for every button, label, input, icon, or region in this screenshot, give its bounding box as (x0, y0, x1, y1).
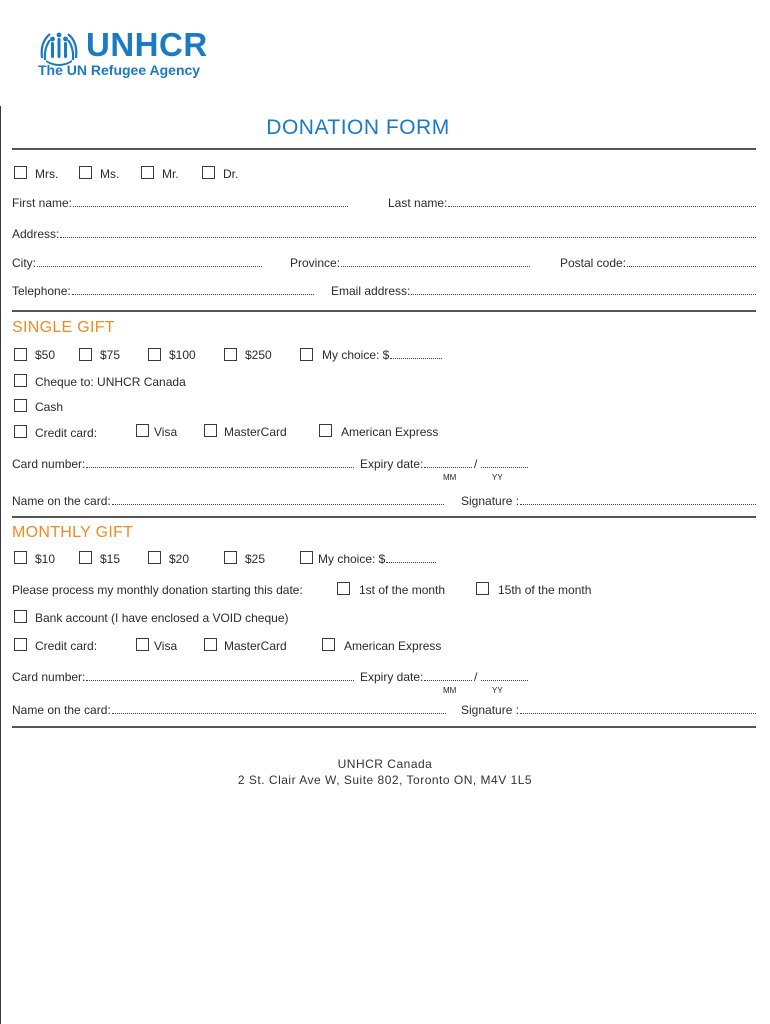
monthly-gift-title: MONTHLY GIFT (12, 524, 134, 541)
monthly-card-number-field[interactable] (12, 670, 354, 684)
monthly-signature-field[interactable] (461, 703, 756, 717)
monthly-my-choice-label: My choice: $ (318, 552, 386, 566)
single-name-on-card-label: Name on the card: (12, 494, 111, 508)
postal-code-label: Postal code: (560, 256, 627, 270)
single-name-on-card-field[interactable] (12, 494, 444, 508)
monthly-my-choice-checkbox[interactable] (300, 551, 313, 564)
divider (12, 310, 756, 312)
single-mastercard-checkbox[interactable] (204, 424, 217, 437)
monthly-credit-card-label: Credit card: (35, 639, 98, 653)
single-amount-250-label: $250 (245, 348, 272, 362)
single-expiry-label: Expiry date: (360, 457, 424, 471)
monthly-name-on-card-label: Name on the card: (12, 703, 111, 717)
email-label: Email address: (331, 284, 411, 298)
postal-code-field[interactable] (560, 256, 756, 270)
single-amount-250-checkbox[interactable] (224, 348, 237, 361)
single-expiry-month-field[interactable] (360, 457, 472, 471)
fifteenth-of-month-checkbox[interactable] (476, 582, 489, 595)
city-label: City: (12, 256, 36, 270)
monthly-credit-card-checkbox[interactable] (14, 638, 27, 651)
single-expiry-slash: / (474, 457, 478, 471)
single-signature-label: Signature : (461, 494, 520, 508)
monthly-name-on-card-field[interactable] (12, 703, 446, 717)
cheque-label: Cheque to: UNHCR Canada (35, 375, 186, 389)
single-amex-checkbox[interactable] (319, 424, 332, 437)
city-field[interactable] (12, 256, 262, 270)
first-of-month-label: 1st of the month (359, 583, 446, 597)
monthly-visa-checkbox[interactable] (136, 638, 149, 651)
first-of-month-checkbox[interactable] (337, 582, 350, 595)
single-signature-field[interactable] (461, 494, 756, 508)
last-name-label: Last name: (388, 196, 448, 210)
title-dr-label: Dr. (223, 167, 239, 181)
title-ms-checkbox[interactable] (79, 166, 92, 179)
single-amex-label: American Express (341, 425, 439, 439)
single-mm-caption: MM (443, 473, 457, 482)
address-field[interactable] (12, 227, 756, 241)
province-label: Province: (290, 256, 341, 270)
single-credit-card-label: Credit card: (35, 426, 98, 440)
title-mr-label: Mr. (162, 167, 179, 181)
single-amount-100-checkbox[interactable] (148, 348, 161, 361)
single-my-choice-field[interactable] (322, 348, 442, 362)
page-left-edge (0, 106, 1, 1024)
monthly-expiry-year-field[interactable] (480, 670, 528, 681)
title-mr-checkbox[interactable] (141, 166, 154, 179)
monthly-mm-caption: MM (443, 686, 457, 695)
single-amount-75-checkbox[interactable] (79, 348, 92, 361)
single-visa-checkbox[interactable] (136, 424, 149, 437)
monthly-start-date-text: Please process my monthly donation starting this date: (12, 583, 303, 597)
single-gift-title: SINGLE GIFT (12, 319, 115, 336)
single-expiry-year-field[interactable] (480, 457, 528, 468)
single-amount-50-checkbox[interactable] (14, 348, 27, 361)
divider (12, 516, 756, 518)
single-my-choice-label: My choice: $ (322, 348, 390, 362)
monthly-mastercard-label: MasterCard (224, 639, 287, 653)
single-my-choice-checkbox[interactable] (300, 348, 313, 361)
cash-label: Cash (35, 400, 64, 414)
telephone-field[interactable] (12, 284, 314, 298)
single-mastercard-label: MasterCard (224, 425, 287, 439)
monthly-card-number-label: Card number: (12, 670, 86, 684)
brand-tagline: The UN Refugee Agency (38, 62, 201, 78)
monthly-amex-label: American Express (344, 639, 442, 653)
monthly-amount-20-checkbox[interactable] (148, 551, 161, 564)
monthly-amount-20-label: $20 (169, 552, 190, 566)
first-name-label: First name: (12, 196, 73, 210)
fifteenth-of-month-label: 15th of the month (498, 583, 592, 597)
single-card-number-label: Card number: (12, 457, 86, 471)
monthly-signature-label: Signature : (461, 703, 520, 717)
last-name-field[interactable] (388, 196, 756, 210)
bank-account-label: Bank account (I have enclosed a VOID cheque) (35, 611, 289, 625)
footer-org: UNHCR Canada (337, 757, 433, 771)
single-amount-50-label: $50 (35, 348, 56, 362)
single-credit-card-checkbox[interactable] (14, 425, 27, 438)
monthly-expiry-label: Expiry date: (360, 670, 424, 684)
monthly-yy-caption: YY (492, 686, 503, 695)
address-label: Address: (12, 227, 60, 241)
cheque-checkbox[interactable] (14, 374, 27, 387)
province-field[interactable] (290, 256, 530, 270)
monthly-expiry-month-field[interactable] (360, 670, 472, 684)
monthly-visa-label: Visa (154, 639, 178, 653)
monthly-amex-checkbox[interactable] (322, 638, 335, 651)
monthly-amount-10-checkbox[interactable] (14, 551, 27, 564)
footer-address: 2 St. Clair Ave W, Suite 802, Toronto ON, M4V 1L5 (237, 773, 533, 787)
single-amount-100-label: $100 (169, 348, 196, 362)
monthly-amount-10-label: $10 (35, 552, 56, 566)
single-visa-label: Visa (154, 425, 178, 439)
title-mrs-checkbox[interactable] (14, 166, 27, 179)
form-title: DONATION FORM (266, 116, 450, 139)
monthly-my-choice-field[interactable] (318, 552, 436, 566)
monthly-amount-25-checkbox[interactable] (224, 551, 237, 564)
monthly-amount-25-label: $25 (245, 552, 266, 566)
monthly-mastercard-checkbox[interactable] (204, 638, 217, 651)
bank-account-checkbox[interactable] (14, 610, 27, 623)
email-field[interactable] (331, 284, 756, 298)
single-yy-caption: YY (492, 473, 503, 482)
monthly-amount-15-checkbox[interactable] (79, 551, 92, 564)
brand-name: UNHCR (86, 26, 208, 63)
title-dr-checkbox[interactable] (202, 166, 215, 179)
monthly-amount-15-label: $15 (100, 552, 121, 566)
divider (12, 726, 756, 728)
cash-checkbox[interactable] (14, 399, 27, 412)
first-name-field[interactable] (12, 196, 348, 210)
single-card-number-field[interactable] (12, 457, 354, 471)
monthly-expiry-slash: / (474, 670, 478, 684)
telephone-label: Telephone: (12, 284, 71, 298)
single-amount-75-label: $75 (100, 348, 121, 362)
title-mrs-label: Mrs. (35, 167, 59, 181)
divider (12, 148, 756, 150)
title-ms-label: Ms. (100, 167, 120, 181)
